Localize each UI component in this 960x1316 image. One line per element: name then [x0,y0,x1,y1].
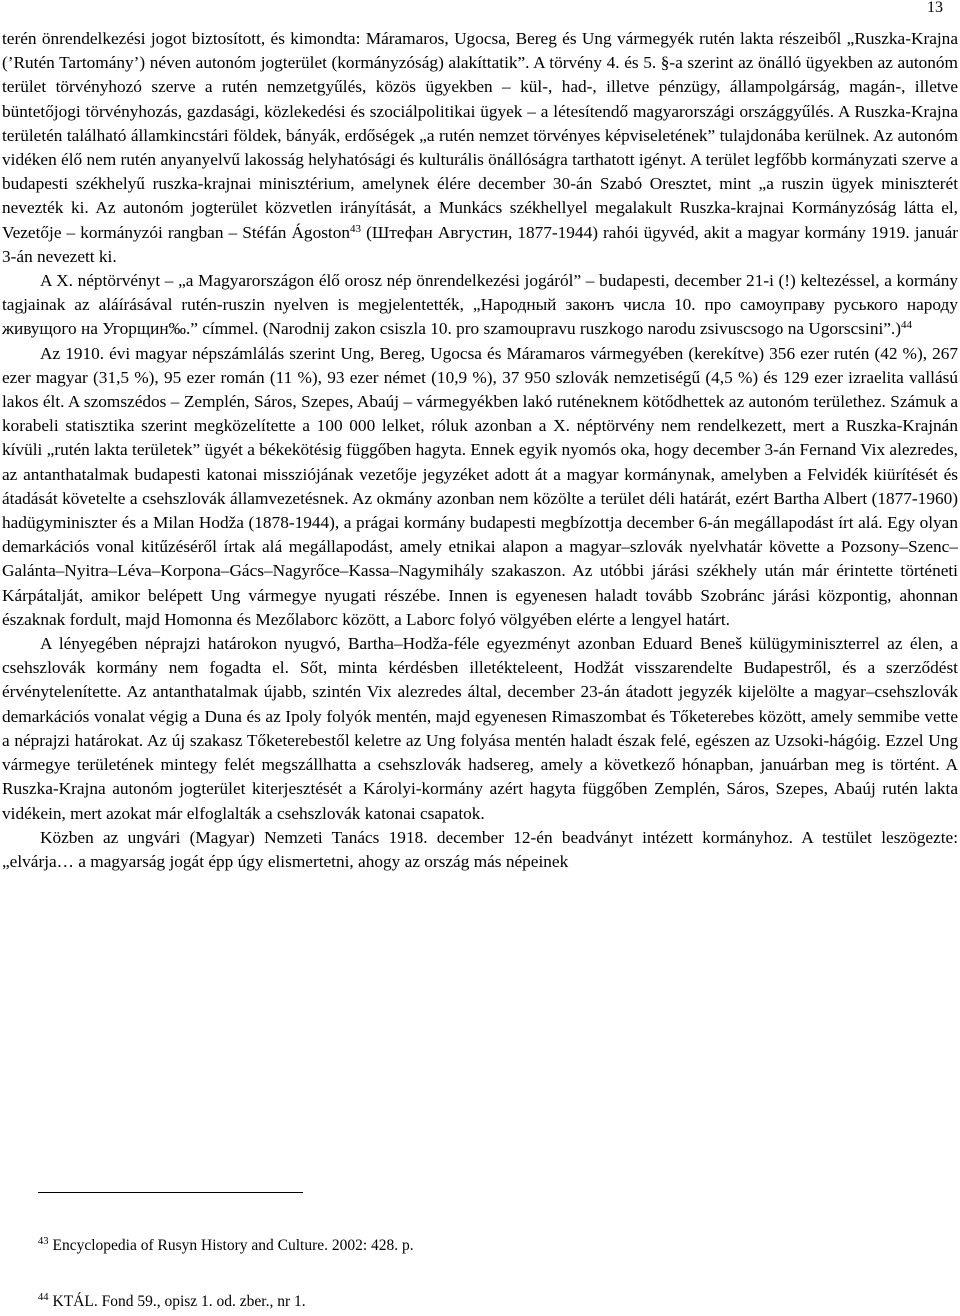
body-text [2,27,958,874]
footnote-reference: 44 [901,319,913,332]
footnote-separator [38,1192,303,1193]
paragraph-text: Az 1910. évi magyar népszámlálás szerint Ung, Bereg, Ugocsa és Máramaros vármegyében (kerekítve) 356 ezer rutén (42 %), 267 ezer magyar (31,5 %), 95 ezer román (11 %), 93 ezer német (10,9 %), 37 950 szlovák nemzetiségű (4,5 %) és 129 ezer izraelita vallású lakos élt. A szomszédos – Zemplén, Sáros, Szepes, Abaúj – vármegyékben lakó ruténeknem kötődhettek az autonóm területhez. Számuk a korabeli statisztika szerint megközelítette a 100 000 lelket, róluk azonban a X. néptörvény nem rendelkezett, mert a Ruszka-Krajnán kívüli „rutén lakta területek” ügyét a békekötésig függőben hagyta. Ennek egyik nyomós oka, hogy december 3-án Fernand Vix alezredes, az antanthatalmak budapesti katonai missziójának vezetője jegyzéket adott át a magyar kormánynak, amelyben a Felvidék kiürítését és átadását követelte a csehszlovák államvezetésnek. Az okmány azonban nem közölte a terület déli határát, ezért Bartha Albert (1877-1960) hadügyminiszter és a Milan Hodža (1878-1944), a prágai kormány budapesti megbízottja december 6-án megállapodást írt alá. Egy olyan demarkációs vonal kitűzéséről írtak alá megállapodást, amely etnikai alapon a magyar–szlovák nyelvhatár követte a Pozsony–Szenc–Galánta–Nyitra–Léva–Korpona–Gács–Nagyrőce–Kassa–Nagymihály szakaszon. Az utóbbi járási székhely után már érintette történeti Kárpátalját, amikor belépett Ung vármegye nyugati részébe. Innen is egyenesen haladt tovább Szobránc járási központig, ahonnan északnak fordult, majd Homonna és Mezőlaborc között, a Laborc folyó völgyében elérte a lengyel határt. [2,343,958,629]
paragraph-text: terén önrendelkezési jogot biztosított, és kimondta: Máramaros, Ugocsa, Bereg és Ung vármegyék rutén lakta részeiből „Ruszka-Krajna (’Rutén Tartomány’) néven autonóm jogterület (kormányzóság) alakíttatik”. A törvény 4. és 5. §-a szerint az önálló ügyekben az autonóm terület törvényhozó szerve a rutén nemzetgyűlés, közös ügyekben – kül-, had-, illetve pénzügy, állampolgárság, magán-, illetve büntetőjogi törvényhozás, gazdasági, közlekedési és szociálpolitikai ügyek – a létesítendő magyarországi országgyűlés. A Ruszka-Krajna területén található államkincstári földek, bányák, erdőségek „a rutén nemzet törvényes képviseletének” tulajdonába kerülnek. Az autonóm vidéken élő nem rutén anyanyelvű lakosság helyhatósági és kulturális önállóságra tarthatott igényt. A terület legfőbb kormányzati szerve a budapesti székhelyű ruszka-krajnai minisztérium, amelynek élére december 30-án Szabó Oresztet, mint „a ruszin ügyek miniszterét nevezték ki. Az autonóm jogterület közvetlen irányítását, a Munkács székhellyel megalakult Ruszka-krajnai Kormányzóság látta el, Vezetője – kormányzói rangban – Stéfán Ágoston [2,29,958,242]
footnote-reference: 43 [350,222,362,235]
footnote-text: KTÁL. Fond 59., opisz 1. od. zber., nr 1. [52,1293,306,1310]
paragraph-text: Közben az ungvári (Magyar) Nemzeti Tanács 1918. december 12-én beadványt intézett kormányhoz. A testület leszögezte: „elvárja… a magyarság jogát épp úgy elismertetni, ahogy az ország más népeinek [2,827,958,871]
footnote-44 [38,1292,306,1312]
paragraph-text: A lényegében néprajzi határokon nyugvó, Bartha–Hodža-féle egyezményt azonban Eduard Beneš külügyminiszterrel az élen, a csehszlovák kormány nem fogadta el. Sőt, minta kérdésben illetékteleent, Hodžát visszarendelte Budapestről, és a szerződést érvénytelenítette. Az antanthatalmak újabb, szintén Vix alezredes által, december 23-án átadott jegyzék kijelölte a magyar–csehszlovák demarkációs vonalat végig a Duna és az Ipoly folyók mentén, majd egyenesen Rimaszombat és Tőketerebes között, amely semmibe vette a néprajzi határokat. Az új szakasz Tőketerebestől keletre az Ung folyása mentén haladt észak felé, egészen az Uzsoki-hágóig. Ezzel Ung vármegye területének mintegy felét megszállhatta a csehszlovák hadsereg, amely a következő hónapban, januárban meg is történt. A Ruszka-Krajna autonóm jogterület kiterjesztését a Károlyi-kormány azért hagyta függőben Zemplén, Sáros, Szepes, Abaúj rutén lakta vidékein, mert azokat már elfoglalták a csehszlovák katonai csapatok. [2,634,958,823]
paragraph [2,342,958,632]
footnote-marker: 44 [38,1292,49,1303]
paragraph-text: (Штефан Августин, 1877-1944) rahói ügyvéd, akit a magyar kormány 1919. január 3-án nevezett ki. [2,222,958,266]
footnote-marker: 43 [38,1236,49,1247]
page-number: 13 [927,0,943,16]
footnote-43 [38,1236,414,1256]
paragraph [2,27,958,269]
paragraph-text: A X. néptörvényt – „a Magyarországon élő orosz nép önrendelkezési jogáról” – budapesti, december 21-i (!) keltezéssel, a kormány tagjainak az aláírásával rutén-ruszin nyelven is megjelentették, „Народный законъ числа 10. про самоуправу руського народу живущого на Угорщин‰.” címmel. (Narodnij zakon csiszla 10. pro szamoupravu ruszkogo narodu zsivuscsogo na Ugorscsini”.) [2,271,958,339]
footnote-text: Encyclopedia of Rusyn History and Culture. 2002: 428. p. [52,1237,414,1254]
paragraph [2,269,958,342]
paragraph [2,826,958,874]
paragraph [2,632,958,826]
